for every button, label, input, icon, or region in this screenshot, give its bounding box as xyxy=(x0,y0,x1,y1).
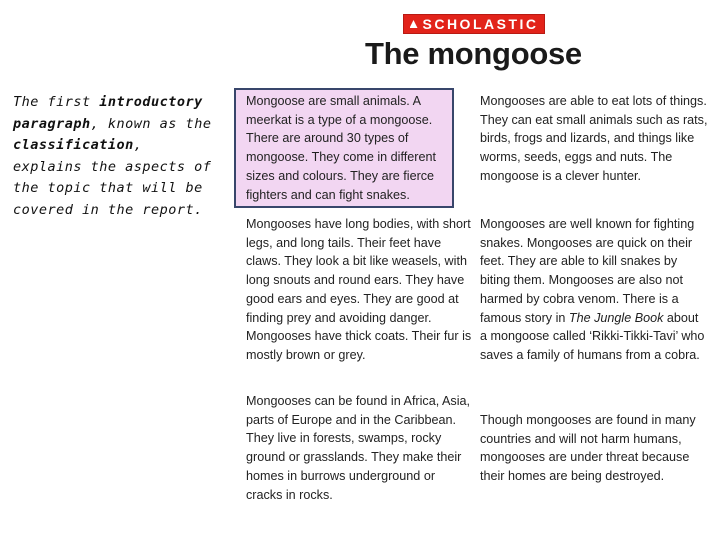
paragraph-classification: Mongoose are small animals. A meerkat is a type of a mongoose. There are around 30 types of mongoose. They come in different sizes and colours. They are fierce fighters and can fight snakes. xyxy=(246,94,436,202)
book-title: The Jungle Book xyxy=(568,310,664,325)
paragraph-snakes xyxy=(480,215,708,365)
paragraph-threats: Though mongooses are found in many countries and will not harm humans, mongooses are under threat because their homes are being destroyed. xyxy=(480,413,696,484)
logo-text: SCHOLASTIC xyxy=(422,16,539,32)
page-title: The mongoose xyxy=(365,36,582,71)
paragraph-appearance: Mongooses have long bodies, with short legs, and long tails. Their feet have claws. They look a bit like weasels, with long snouts and round ears. They have good ears and eyes. They are good at finding prey and avoiding danger. Mongooses have thick coats. Their fur is mostly brown or grey. xyxy=(246,217,472,362)
annotation-text-2: , known as the xyxy=(90,115,212,132)
paragraph-habitat: Mongooses can be found in Africa, Asia, parts of Europe and in the Caribbean. They live in forests, swamps, rocky ground or grasslands. They make their homes in burrows underground or cracks in rocks. xyxy=(246,394,471,502)
scholastic-logo xyxy=(403,14,545,34)
paragraph-snakes-part-2: about a mongoose called ‘Rikki-Tikki-Tavi’ who saves a family of humans from a cobra. xyxy=(480,310,705,362)
paragraph-diet: Mongooses are able to eat lots of things. They can eat small animals such as rats, birds, frogs and lizards, and things like worms, seeds, eggs and nuts. The mongoose is a clever hunter. xyxy=(480,94,708,183)
annotation-text-3: , explains the aspects of the topic that will be covered in the report. xyxy=(13,137,212,218)
annotation-term-classification: classification xyxy=(13,137,134,153)
logo-mark-icon xyxy=(410,20,418,28)
paragraph-snakes-part-1: Mongooses are well known for fighting snakes. Mongooses are quick on their feet. They are able to kill snakes by biting them. Mongooses are also not harmed by cobra venom. There is a famous story in xyxy=(480,217,695,325)
annotation-term-introductory-paragraph: introductory paragraph xyxy=(13,94,203,132)
annotation-text-1: The first xyxy=(13,94,100,110)
annotation-note xyxy=(13,92,213,221)
